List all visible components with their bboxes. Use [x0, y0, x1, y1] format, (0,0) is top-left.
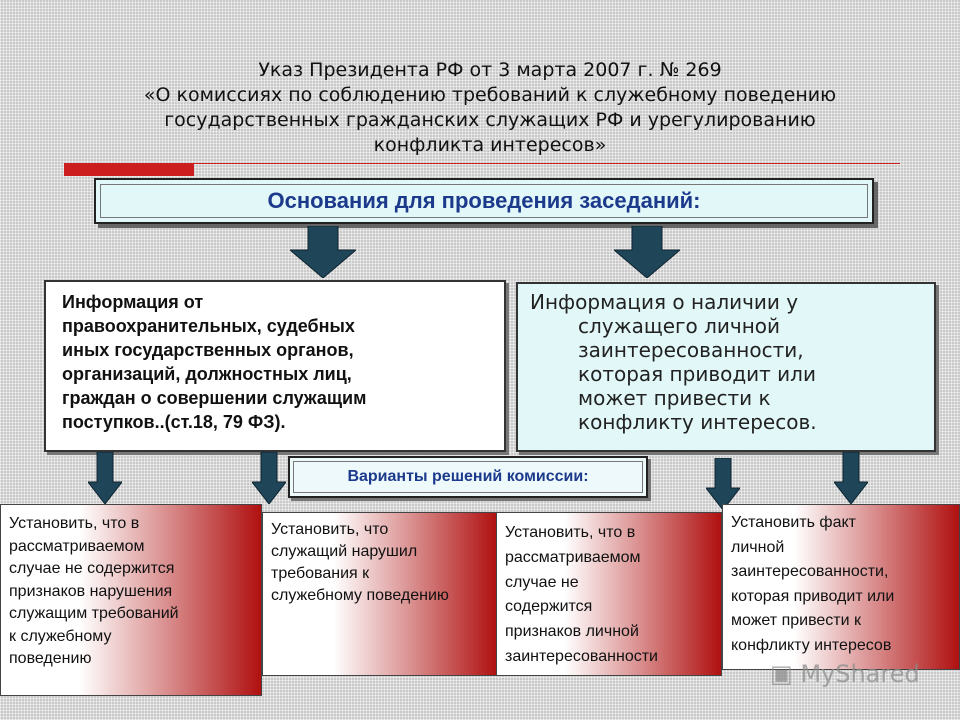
info-right-line: Информация о наличии у [530, 290, 799, 314]
watermark-icon: ▣ [770, 660, 793, 688]
down-arrow-icon [252, 452, 286, 504]
decision-line: к служебному [9, 627, 112, 645]
title-line: Указ Президента РФ от 3 марта 2007 г. № 269 [258, 59, 722, 81]
info-right-line: конфликту интересов. [578, 410, 817, 434]
decision-line: личной [731, 538, 785, 556]
grounds-inner-border [100, 184, 868, 218]
grounds-header-box [94, 178, 874, 224]
decision-line: Установить, что в [505, 524, 636, 541]
title-line: государственных гражданских служащих РФ и урегулированию [164, 109, 816, 131]
decision-line: может привести к [731, 612, 861, 629]
down-arrow-icon [614, 226, 680, 278]
watermark-text: MyShared [800, 660, 920, 688]
down-arrow-icon [88, 452, 122, 504]
title-line: «О комиссиях по соблюдению требований к служебному поведению [143, 84, 837, 106]
decision-line: служащий нарушил [271, 543, 418, 560]
info-left-line: правоохранительных, судебных [62, 316, 355, 336]
down-arrow-icon [706, 458, 740, 510]
down-arrow-icon [834, 452, 868, 504]
decision-line: признаков нарушения [9, 582, 173, 600]
info-left-line: поступков..(ст.18, 79 ФЗ). [62, 412, 286, 432]
decision-line: служебному поведению [271, 587, 449, 604]
variants-header-box [288, 456, 648, 498]
decision-line: Установить факт [731, 514, 856, 531]
info-right-line: служащего личной [578, 314, 781, 338]
decision-line: Установить, что [271, 521, 389, 538]
info-left-line: граждан о совершении служащим [62, 388, 367, 408]
info-right-line: может привести к [578, 386, 771, 410]
decision-line: случае не содержится [9, 560, 175, 577]
down-arrow-icon [290, 226, 356, 278]
info-right-line: заинтересованности, [578, 338, 804, 362]
decision-line: рассматриваемом [9, 537, 145, 555]
decision-personal-interest [722, 504, 960, 670]
grounds-label: Основания для проведения заседаний: [267, 188, 701, 213]
info-personal-interest-box [516, 282, 936, 452]
red-accent-bar [64, 164, 194, 176]
variants-inner-border [293, 461, 643, 493]
decision-line: Установить, что в [9, 515, 140, 532]
watermark [770, 660, 920, 688]
decision-line: поведению [9, 650, 92, 667]
decision-line: требования к [271, 565, 370, 582]
decision-no-personal-interest [496, 512, 722, 676]
decision-line: рассматриваемом [505, 548, 641, 566]
decision-line: конфликту интересов [731, 636, 892, 654]
decision-line: заинтересованности, [731, 563, 889, 580]
decision-line: признаков личной [505, 623, 639, 641]
info-law-enforcement-box [44, 280, 506, 452]
page-title [60, 58, 920, 158]
info-right-line: которая приводит или [578, 362, 816, 386]
decision-line: содержится [505, 598, 593, 616]
decision-line: случае не [505, 573, 579, 591]
decision-no-violation [0, 504, 262, 696]
decision-line: служащим требований [9, 605, 179, 622]
variants-label: Варианты решений комиссии: [347, 468, 589, 485]
title-line: конфликта интересов» [373, 134, 607, 156]
decision-violation [262, 512, 498, 676]
decision-line: которая приводит или [731, 587, 895, 605]
info-left-line: Информация от [62, 292, 204, 312]
info-left-line: организаций, должностных лиц, [62, 364, 352, 384]
info-left-line: иных государственных органов, [62, 340, 354, 360]
decision-line: заинтересованности [505, 647, 658, 665]
